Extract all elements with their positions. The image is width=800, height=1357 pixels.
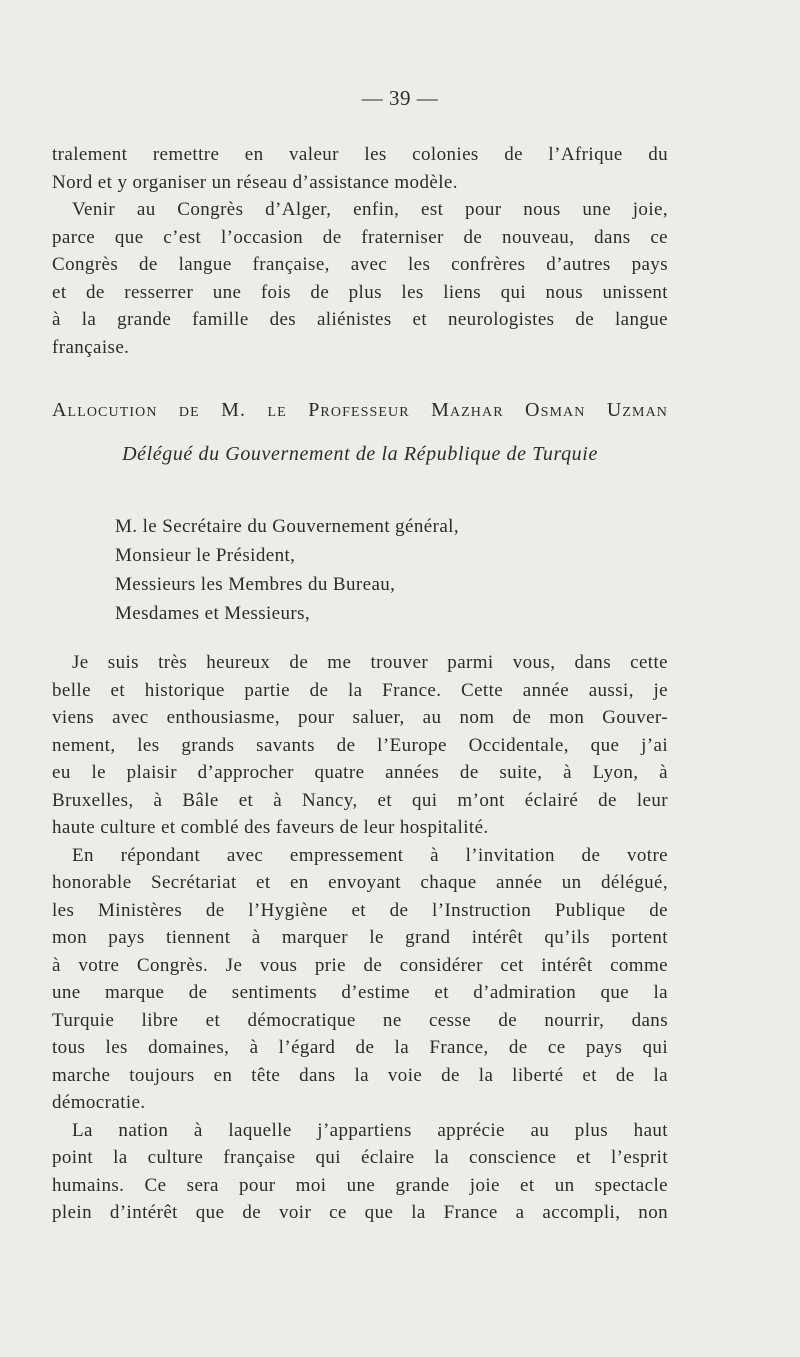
delegate-subheading: Délégué du Gouvernement de la République de Turquie	[122, 443, 598, 465]
text-line: et de resserrer une fois de plus les liens qui nous unissent	[52, 281, 668, 303]
text-line: humains. Ce sera pour moi une grande joie et un spectacle	[52, 1174, 668, 1196]
salutation-line: Mesdames et Messieurs,	[115, 603, 311, 624]
text-line: belle et historique partie de la France. Cette année aussi, je	[52, 679, 668, 701]
text-line: nement, les grands savants de l’Europe Occidentale, que j’ai	[52, 734, 668, 756]
text-line: eu le plaisir d’approcher quatre années de suite, à Lyon, à	[52, 762, 668, 783]
text-line: Turquie libre et démocratique ne cesse de nourrir, dans	[52, 1009, 668, 1031]
paragraph	[52, 842, 668, 1117]
text-line: haute culture et comblé des faveurs de leur hospitalité.	[52, 817, 489, 838]
page-number: — 39 —	[361, 86, 439, 110]
text-line: honorable Secrétariat et en envoyant chaque année un délégué,	[52, 872, 668, 893]
paragraph	[52, 1117, 668, 1227]
text-line: mon pays tiennent à marquer le grand intérêt qu’ils portent	[52, 927, 668, 948]
paragraph	[52, 141, 668, 196]
text-line: à votre Congrès. Je vous prie de considérer cet intérêt comme	[52, 954, 668, 976]
text-line: Venir au Congrès d’Alger, enfin, est pour nous une joie,	[72, 199, 668, 220]
text-line: une marque de sentiments d’estime et d’admiration que la	[52, 982, 668, 1003]
text-line: Congrès de langue française, avec les confrères d’autres pays	[52, 254, 668, 275]
text-line: La nation à laquelle j’appartiens apprécie au plus haut	[72, 1119, 668, 1141]
text-line: démocratie.	[52, 1092, 146, 1113]
text-line: tralement remettre en valeur les colonies de l’Afrique du	[52, 144, 668, 165]
salutation-line: Monsieur le Président,	[115, 545, 296, 566]
text-line: française.	[52, 336, 130, 358]
salutations	[115, 512, 459, 628]
text-line: Nord et y organiser un réseau d’assistance modèle.	[52, 171, 458, 193]
text-line: En répondant avec empressement à l’invitation de votre	[72, 844, 668, 866]
paragraph	[52, 196, 668, 361]
text-line: tous les domaines, à l’égard de la France, de ce pays qui	[52, 1037, 668, 1058]
paragraph	[52, 649, 668, 842]
text-line: parce que c’est l’occasion de fraterniser de nouveau, dans ce	[52, 226, 668, 248]
text-line: Je suis très heureux de me trouver parmi vous, dans cette	[72, 652, 668, 673]
allocution-heading: Allocution de M. le Professeur Mazhar Osman Uzman	[52, 399, 668, 421]
speech-text	[52, 649, 668, 1227]
salutation-line: Messieurs les Membres du Bureau,	[115, 574, 396, 595]
salutation-line: M. le Secrétaire du Gouvernement général,	[115, 516, 460, 537]
intro-text	[52, 141, 668, 361]
text-line: à la grande famille des aliénistes et neurologistes de langue	[52, 309, 668, 330]
text-line: point la culture française qui éclaire la conscience et l’esprit	[52, 1147, 668, 1168]
text-line: Bruxelles, à Bâle et à Nancy, et qui m’ont éclairé de leur	[52, 789, 668, 811]
text-line: les Ministères de l’Hygiène et de l’Instruction Publique de	[52, 899, 668, 921]
text-line: marche toujours en tête dans la voie de la liberté et de la	[52, 1064, 668, 1086]
text-line: viens avec enthousiasme, pour saluer, au nom de mon Gouver-	[52, 707, 668, 728]
text-line: plein d’intérêt que de voir ce que la France a accompli, non	[52, 1202, 668, 1223]
